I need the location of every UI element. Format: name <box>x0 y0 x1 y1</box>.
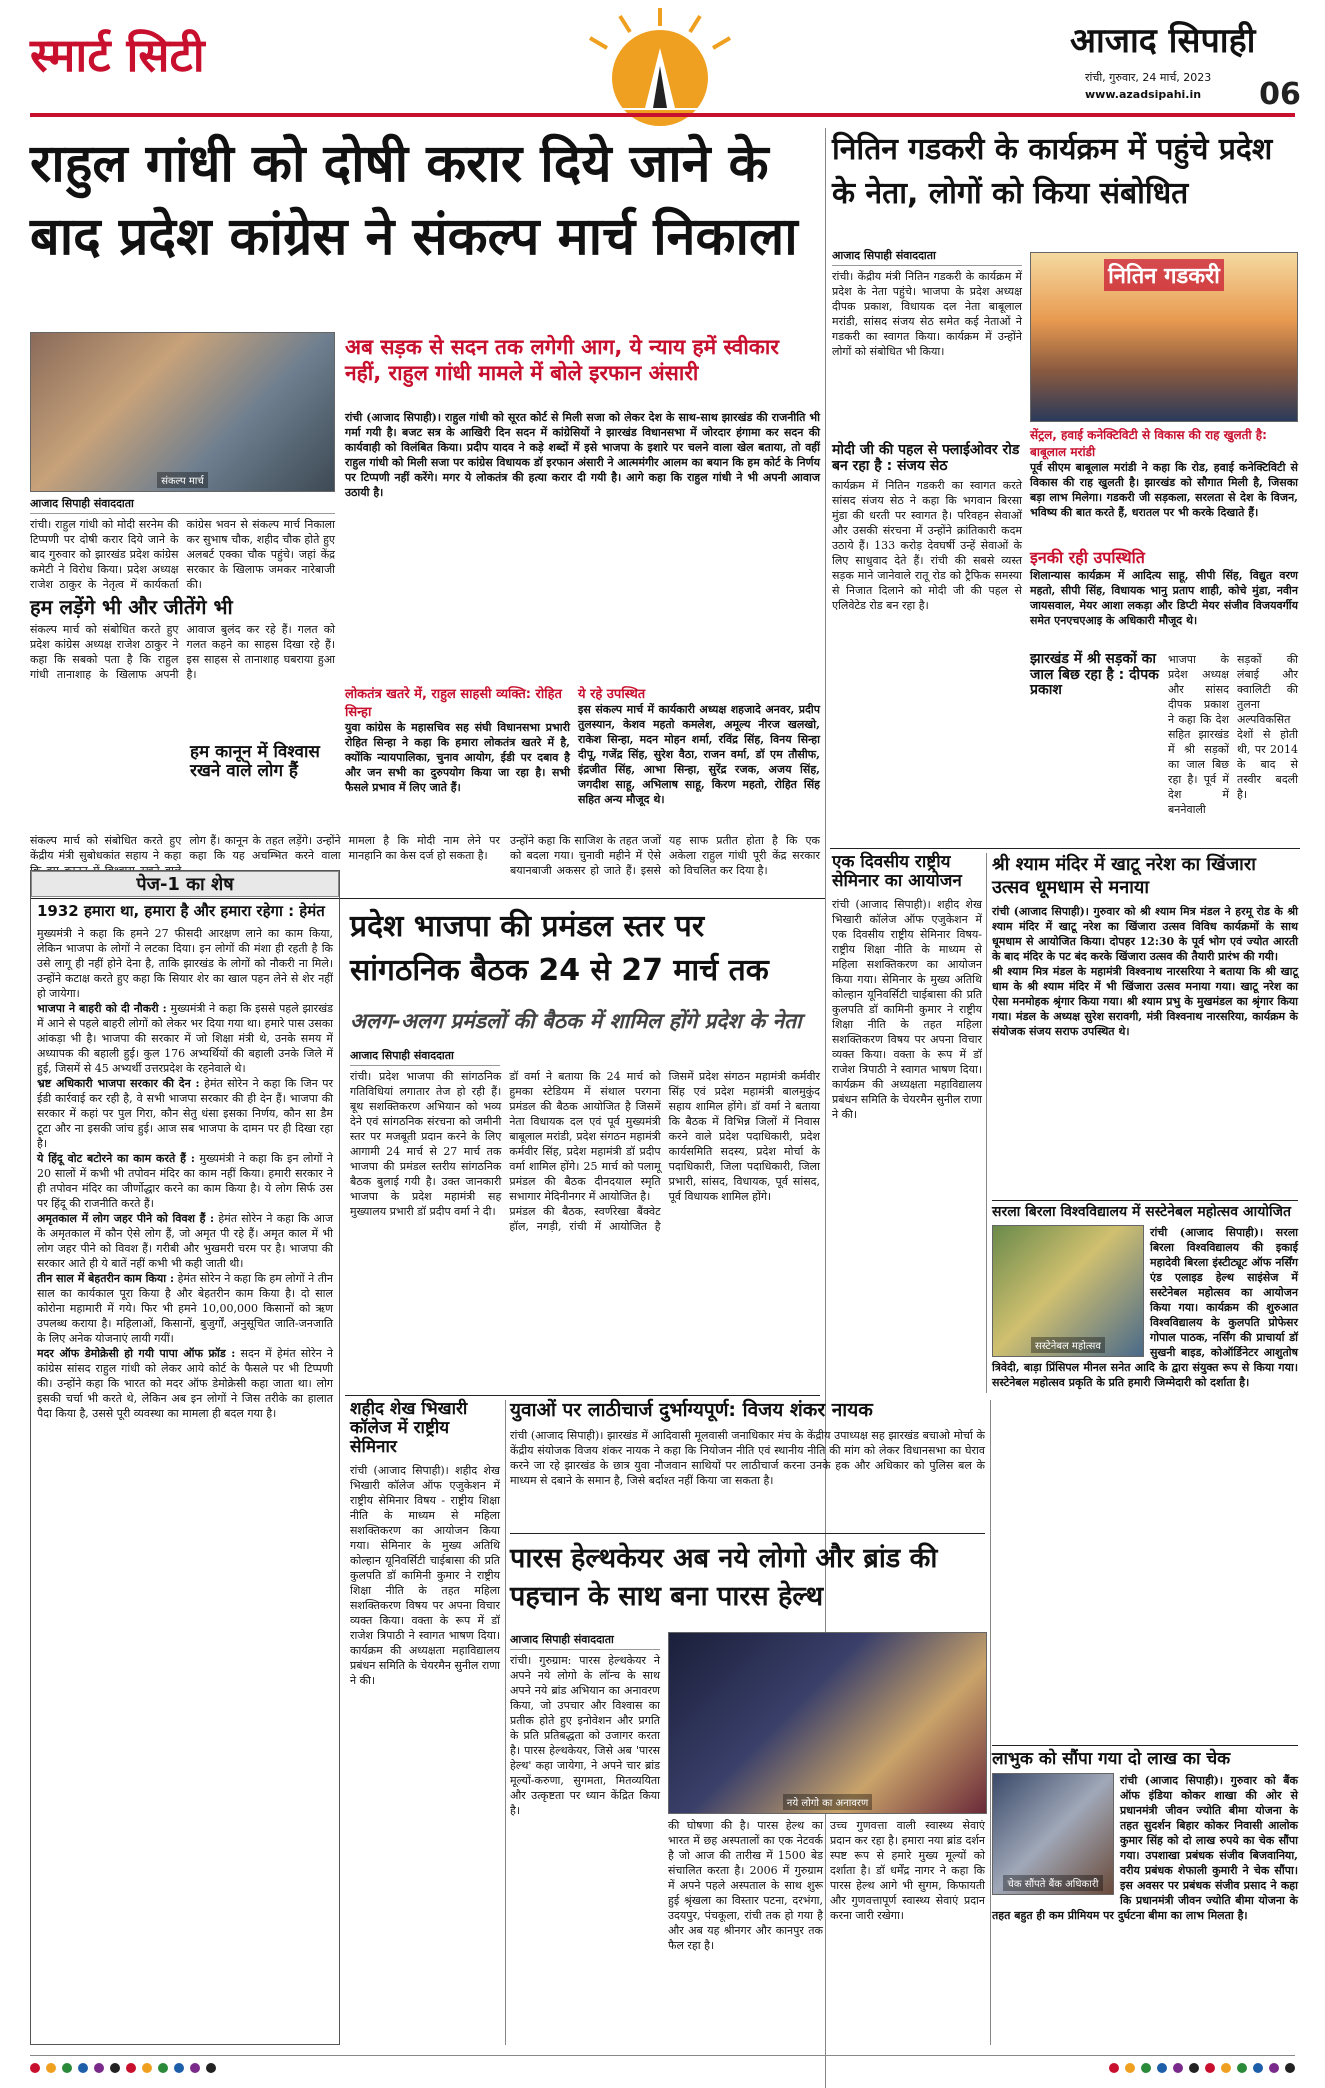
lead-headline: राहुल गांधी को दोषी करार दिये जाने के बाद प्रदेश कांग्रेस ने संकल्प मार्च निकाला <box>30 134 798 267</box>
page1-para-7: सदन में हेमंत सोरेन ने कांग्रेस सांसद राहुल गांधी को लेकर आये कोर्ट के फैसले पर भी टिप्पणी की। उन्होंने कहा कि भारत को मदर ऑफ डेमोक्रेसी कहा जाता था। लोग इसकी चर्चा भी करते थे, लेकिन अब इन लोगों ने जिस तरीके का हालात पैदा किया है, उससे पूरी व्यवस्था का मामला ही बदल गया है। <box>37 1346 333 1420</box>
seminar-right-body: रांची (आजाद सिपाही)। शहीद शेख भिखारी कॉलेज ऑफ एजुकेशन में एक दिवसीय राष्ट्रीय सेमिनार विषय- राष्ट्रीय शिक्षा नीति के माध्यम से महिला सशक्तिकरण का आयोजन किया गया। सेमिनार के मुख्य अतिथि कोल्हान यूनिवर्सिटी चाईबासा की प्रति कुलपति डॉ कामिनी कुमार ने राष्ट्रीय शिक्षा नीति के तहत महिला सशक्तिकरण विषय पर अपना विचार व्यक्त किया। वक्ता के रूप में डॉ राजेश त्रिपाठी ने स्वागत भाषण दिया। कार्यक्रम की अध्यक्षता महाविद्यालय प्रबंधन समिति के चेयरमैन सुनील राणा ने की। <box>832 898 982 1122</box>
gadkari-sub-1: मोदी जी की पहल से फ्लाईओवर रोड बन रहा है : संजय सेठ <box>832 442 1020 474</box>
irfan-body-left: युवा कांग्रेस के महासचिव सह संघी विधानसभा प्रभारी रोहित सिन्हा ने कहा कि हमारा लोकतंत्र खतरे में है, क्योंकि न्यायपालिका, चुनाव आयोग, ईडी पर दबाव है और जन सभी का दुरुपयोग किया जा रहा है। सभी फैसले प्रभाव में लिए जाते हैं। <box>345 721 570 794</box>
paras-photo: नये लोगो का अनावरण <box>668 1632 987 1814</box>
labhuk-headline: लाभुक को सौंपा गया दो लाख का चेक <box>992 1749 1231 1769</box>
irfan-story <box>345 334 820 829</box>
footer-dot <box>190 2063 200 2073</box>
irfan-body: रांची (आजाद सिपाही)। राहुल गांधी को सूरत कोर्ट से मिली सजा को लेकर देश के साथ-साथ झारखंड की राजनीति भी गर्मा गयी है। बजट सत्र के आखिरी दिन सदन में कांग्रेसियों ने झारखंड विधानसभा में जोरदार हंगामा कर सदन की कार्यवाही को विलंबित किया। प्रदीप यादव ने कड़े शब्दों में इसे भाजपा के इशारे पर चलने वाला खेल बताया, तो वहीं राहुल गांधी को मिली सजा पर कांग्रेस विधायक डॉ इरफान अंसारी ने आत्ममंगीर आलम का बयान कि हम कोर्ट के निर्णय पर टिप्पणी नहीं करेंगे। मगर ये लोकतंत्र की हत्या करार दी गयी है। आगे कहा कि राहुल गांधी ने भी अपनी आवाज उठायी है। <box>345 411 820 499</box>
bjp-byline: आजाद सिपाही संवाददाता <box>350 1048 500 1066</box>
dateline: रांची, गुरुवार, 24 मार्च, 2023 <box>1085 71 1212 84</box>
paras-para-1: रांची। गुरुग्राम: पारस हेल्थकेयर ने अपने नये लोगो के लॉन्च के साथ अपने नये ब्रांड अभियान का अनावरण किया, जो उपचार और विश्वास का प्रतीक होते हुए इनोवेशन और प्रगति के प्रति प्रतिबद्धता को उजागर करता है। पारस हेल्थकेयर, जिसे अब 'पारस हेल्थ' कहा जायेगा, ने अपने चार ब्रांड मूल्यों-करुणा, सुगमता, मितव्ययिता और उत्कृष्टता पर ध्यान केंद्रित किया है। <box>510 1654 660 1817</box>
sarla-story <box>992 1205 1298 1740</box>
youth-body: रांची (आजाद सिपाही)। झारखंड में आदिवासी मूलवासी जनाधिकार मंच के केंद्रीय उपाध्यक्ष सह झारखंड बचाओ मोर्चा के केंद्रीय संयोजक विजय शंकर नायक ने कहा कि नियोजन नीति एवं स्थानीय नीति की मांग को लेकर विधानसभा का घेराव करने जा रहे झारखंड के छात्र युवा नौजवान साथियों पर लाठीचार्ज करना उनके हक और अधिकार को पुलिस बल के माध्यम से दबाने के समान है, जिसे बर्दाश्त नहीं किया जा सकता है। <box>510 1429 985 1487</box>
footer-bar <box>30 2055 1295 2079</box>
irfan-sub-left: लोकतंत्र खतरे में, राहुल साहसी व्यक्ति: रोहित सिन्हा <box>345 687 562 720</box>
section-title: स्मार्ट सिटी <box>30 28 205 82</box>
gadkari-story-right <box>1030 426 1298 651</box>
sarla-body: रांची (आजाद सिपाही)। सरला बिरला विश्वविद्यालय की इकाई महादेवी बिरला इंस्टीट्यूट ऑफ नर्सिंग एंड एलाइड हेल्थ साइंसेज में सस्टेनेबल महोत्सव का आयोजन किया गया। कार्यक्रम की शुरुआत विश्वविद्यालय के कुलपति प्रोफेसर गोपाल पाठक, नर्सिंग की प्राचार्या डॉ सुखनी बाइड, कोऑर्डिनेटर आशुतोष त्रिवेदी, बाड़ा प्रिंसिपल मीनल सनेत आदि के द्वारा संयुक्त रूप से किया गया। सस्टेनेबल महोत्सव प्रकृति के प्रति हमारी जिम्मेदारी को दर्शाता है। <box>992 1225 1298 1389</box>
footer-dot <box>206 2063 216 2073</box>
footer-dot <box>158 2063 168 2073</box>
seminar-right-story <box>832 853 982 1393</box>
paras-para-2: की घोषणा की है। पारस हेल्थ का भारत में छह अस्पतालों का एक नेटवर्क है जो आज की तारीख में 1500 बेड संचालित करता है। 2006 में गुरुग्राम में अपने पहले अस्पताल के साथ शुरू हुई श्रृंखला का विस्तार पटना, दरभंगा, उदयपुर, पंचकूला, रांची तक हो गया है और अब यह श्रीनगर और कानपुर तक फैल रहा है। <box>668 1819 823 1952</box>
lead-sub-1: हम लड़ेंगे भी और जीतेंगे भी <box>30 595 233 619</box>
footer-dot <box>1157 2063 1167 2073</box>
bjp-story <box>350 1048 820 1393</box>
seminar-left-body: रांची (आजाद सिपाही)। शहीद शेख भिखारी कॉलेज ऑफ एजुकेशन में राष्ट्रीय सेमिनार विषय - राष्ट्रीय शिक्षा नीति के माध्यम से महिला सशक्तिकरण का आयोजन किया गया। सेमिनार के मुख्य अतिथि कोल्हान यूनिवर्सिटी चाईबासा की प्रति कुलपति डॉ कामिनी कुमार ने राष्ट्रीय शिक्षा नीति के तहत महिला सशक्तिकरण विषय पर अपना विचार व्यक्त किया। वक्ता के रूप में डॉ राजेश त्रिपाठी ने स्वागत भाषण दिया। कार्यक्रम की अध्यक्षता महाविद्यालय प्रबंधन समिति के चेयरमैन सुनील राणा ने की। <box>350 1464 500 1688</box>
gadkari-para-5: भाजपा के प्रदेश अध्यक्ष और सांसद दीपक प्रकाश ने कहा कि देश सहित झारखंड में श्री सड़कों का जाल बिछ रहा है। पूर्व में देश में बननेवाली सड़कों की लंबाई और क्वालिटी की तुलना अल्पविकसित देशों से होती थी, पर 2014 के बाद से तस्वीर बदली है। <box>1168 653 1298 816</box>
seminar-left-headline: शहीद शेख भिखारी कॉलेज में राष्ट्रीय सेमिनार <box>350 1399 468 1458</box>
bjp-para-1: रांची। प्रदेश भाजपा की सांगठनिक गतिविधियां लगातार तेज हो रही हैं। बूथ सशक्तिकरण अभियान को भव्य देने एवं सांगठनिक संरचना को जमीनी स्तर पर मजबूती प्रदान करने के लिए आगामी 24 मार्च से 27 मार्च तक भाजपा की प्रमंडल स्तरीय सांगठनिक बैठक बुलाई गयी है। उक्त जानकारी भाजपा के प्रदेश महामंत्री सह मुख्यालय प्रभारी डॉ प्रदीप वर्मा ने दी। <box>350 1070 502 1218</box>
page1-box <box>30 870 340 2045</box>
gadkari-para-3: पूर्व सीएम बाबूलाल मरांडी ने कहा कि रोड, हवाई कनेक्टिविटी से विकास की राह खुलती है। झारखंड को सौगात मिली है, जिसका बड़ा लाभ मिलेगा। गडकरी जी सड़कला, सरलता से देश के विजन, भविष्य की बात करते हैं, धरातल पर भी करके दिखाते हैं। <box>1030 461 1298 519</box>
page1-headline: 1932 हमारा था, हमारा है और हमारा रहेगा : हेमंत <box>37 902 325 920</box>
footer-dot <box>1269 2063 1279 2073</box>
page1-para-3: हेमंत सोरेन ने कहा कि जिन पर ईडी कार्रवाई कर रही है, वे सभी भाजपा सरकार की ही देन हैं। भाजपा की सरकार में कहां पर पुल गिरा, कौन सेतु धंसा इसका निर्णय, कौन सा डैम टूटा और ना इसकी जांच हुई। आज सब भाजपा के दामन पर ही दिखा रहा है। <box>37 1076 333 1150</box>
shyam-para-1: रांची (आजाद सिपाही)। गुरुवार को श्री श्याम मित्र मंडल ने हरमू रोड के श्री श्याम मंदिर में खाटू नरेश का खिंजारा उत्सव विविध कार्यक्रमों के साथ धूमधाम से आयोजित किया। दोपहर 12:30 के पूर्व भोग एवं ज्योत आरती के बाद मंदिर के पट बंद करके खिंजारा उत्सव की तैयारी प्रारंभ की गयी। <box>992 904 1298 963</box>
labhuk-story <box>992 1750 1298 2045</box>
bjp-para-2: डॉ वर्मा ने बताया कि 24 मार्च को हुमका स्टेडियम में संथाल परगना प्रमंडल की बैठक आयोजित है जिसमें नेता विधायक दल एवं पूर्व मुख्यमंत्री बाबूलाल मरांडी, प्रदेश संगठन महामंत्री कर्मवीर सिंह, प्रदेश महामंत्री डॉ प्रदीप वर्मा शामिल होंगे। 25 मार्च को पलामू प्रमंडल की बैठक दीनदयाल स्मृति सभागार मेदिनीनगर में आयोजित है। <box>509 1070 661 1203</box>
irfan-sub-right: ये रहे उपस्थित <box>578 687 646 702</box>
irfan-headline: अब सड़क से सदन तक लगेगी आग, ये न्याय हमें स्वीकार नहीं, राहुल गांधी मामले में बोले इरफान अंसारी <box>345 335 779 386</box>
sarla-photo: सस्टेनेबल महोत्सव <box>992 1225 1144 1357</box>
pen-nib-icon <box>575 8 745 108</box>
lead-photo: संकल्प मार्च <box>30 332 335 492</box>
gadkari-sub-3: इनकी रही उपस्थिति <box>1030 548 1145 567</box>
gadkari-para-4: शिलान्यास कार्यक्रम में आदित्य साहू, सीपी सिंह, विद्युत वरण महतो, सीपी सिंह, विधायक भानु प्रताप शाही, कोचे मुंडा, नवीन जायसवाल, मेयर आशा लकड़ा और डिप्टी मेयर संजीव विजयवर्गीय समेत एनएचएआइ के अधिकारी मौजूद थे। <box>1030 569 1298 627</box>
paras-story <box>510 1632 985 2044</box>
paras-para-3: उच्च गुणवत्ता वाली स्वास्थ्य सेवाएं प्रदान कर रहा है। हमारा नया ब्रांड दर्शन स्पष्ट रूप से हमारे मुख्य मूल्यों को दर्शाता है। डॉ धर्मेंद्र नागर ने कहा कि पारस हेल्थ आगे भी सुगम, किफायती और गुणवत्तापूर्ण स्वास्थ्य सेवाएं प्रदान करना जारी रखेगा। <box>830 1819 985 1922</box>
footer-dot <box>1125 2063 1135 2073</box>
page1-para-1: मुख्यमंत्री ने कहा कि हमने 27 फीसदी आरक्षण लाने का काम किया, लेकिन भाजपा के लोगों ने लटका दिया। इन लोगों की मंशा ही रहती है कि उसे लागू ही नहीं होने देना है, ताकि झारखंड के लोगों को नौकरी ना मिले। उन्होंने कटाक्ष करते हुए कहा कि सियार शेर का खाल पहन लेने से शेर नहीं हो जायेगा। <box>37 926 333 1000</box>
paras-byline: आजाद सिपाही संवाददाता <box>510 1632 660 1650</box>
sarla-headline: सरला बिरला विश्वविद्यालय में सस्टेनेबल महोत्सव आयोजित <box>992 1204 1291 1220</box>
irfan-body-right: इस संकल्प मार्च में कार्यकारी अध्यक्ष शहजादे अनवर, प्रदीप तुलस्यान, केशव महतो कमलेश, अमूल्य नीरज खलखो, राकेश सिन्हा, मदन मोहन शर्मा, रविंद्र सिंह, विनय सिन्हा दीपू, गजेंद्र सिंह, सुरेश वैठा, राजन वर्मा, डॉ एम तौसीफ, इंद्रजीत सिंह, आभा सिन्हा, सुरेंद्र रजक, अजय सिंह, जगदीश साहू, अभिलाष साहू, किरण महतो, रोहित सिंह सहित अन्य मौजूद थे। <box>578 703 820 806</box>
footer-dot <box>126 2063 136 2073</box>
gadkari-headline: नितिन गडकरी के कार्यक्रम में पहुंचे प्रदेश के नेता, लोगों को किया संबोधित <box>832 132 1273 211</box>
footer-dot <box>1109 2063 1119 2073</box>
footer-dot <box>1237 2063 1247 2073</box>
youth-story <box>510 1400 985 1530</box>
page1-lead-2: भाजपा ने बाहरी को दी नौकरी : <box>37 1001 167 1015</box>
lead-para-4: उन्होंने कहा कि साजिश के तहत जजों को बदला गया। चुनावी महीने में ऐसे बयानबाजी अकसर हो जाते हैं। इससे यह साफ प्रतीत होता है कि एक अकेला राहुल गांधी पूरी केंद्र सरकार को विचलित कर दिया है। <box>510 834 820 877</box>
labhuk-photo: चेक सौंपते बैंक अधिकारी <box>992 1773 1114 1895</box>
lead-para-3: संकल्प मार्च को संबोधित करते हुए केंद्रीय मंत्री सुबोधकांत सहाय ने कहा लोग हैं। कानून के तहत लड़ेंगे। उन्होंने कहा कि यह अचम्भित करने वाला मामला है कि मोदी नाम लेने पर मानहानि का केस दर्ज हो सकता है। <box>30 834 500 862</box>
youth-headline: युवाओं पर लाठीचार्ज दुर्भाग्यपूर्ण: विजय शंकर नायक <box>510 1399 873 1421</box>
page-number: 06 <box>1259 77 1301 112</box>
page1-lead-5: अमृतकाल में लोग जहर पीने को विवश हैं : <box>37 1211 215 1225</box>
footer-dots-right <box>1109 2063 1295 2073</box>
page1-para-6: हेमंत सोरेन ने कहा कि हम लोगों ने तीन साल का कार्यकाल पूरा किया है और बेहतरीन काम किया है। दो साल कोरोना महामारी में गये। फिर भी हमने 10,00,000 किसानों को ऋण उपलब्ध कराया है। महिलाओं, किसानों, बुजुर्गों, अनुसूचित जाति-जनजाति के लिए अनेक योजनाएं लायी गयीं। <box>37 1271 333 1345</box>
gadkari-sub-2: सेंट्रल, हवाई कनेक्टिविटी से विकास की राह खुलती है: बाबूलाल मरांडी <box>1030 428 1267 459</box>
footer-dot <box>62 2063 72 2073</box>
footer-dot <box>30 2063 40 2073</box>
lead-para-2: संकल्प मार्च को संबोधित करते हुए प्रदेश कांग्रेस अध्यक्ष राजेश ठाकुर ने कहा कि सबको पता है कि राहुल गांधी तानाशाह के खिलाफ अपनी आवाज बुलंद कर रहे हैं। गलत को गलत कहने का साहस दिखा रहे हैं। इस साहस से तानाशाह घबराया हुआ है। <box>30 623 335 682</box>
lead-para-1: रांची। राहुल गांधी को मोदी सरनेम की टिप्पणी पर दोषी करार दिये जाने के बाद गुरुवार को झारखंड प्रदेश कांग्रेस कमेटी ने विरोध किया। प्रदेश अध्यक्ष राजेश ठाकुर के नेतृत्व में कार्यकर्ता कांग्रेस भवन से संकल्प मार्च निकाला कर सुभाष चौक, शहीद चौक होते हुए अलबर्ट एक्का चौक पहुंचे। जहां केंद्र सरकार के खिलाफ जमकर नारेबाजी की। <box>30 518 335 591</box>
gadkari-story-bottom <box>1030 652 1298 847</box>
page1-lead-4: ये हिंदू वोट बटोरने का काम करते हैं : <box>37 1151 195 1165</box>
seminar-right-headline: एक दिवसीय राष्ट्रीय सेमिनार का आयोजन <box>832 852 962 892</box>
gadkari-para-1: रांची। केंद्रीय मंत्री नितिन गडकरी के कार्यक्रम में प्रदेश के नेता पहुंचे। भाजपा के प्रदेश अध्यक्ष दीपक प्रकाश, विधायक दल नेता बाबूलाल मरांडी, सांसद संजय सेठ समेत कई नेताओं ने गडकरी का स्वागत किया। कार्यक्रम में उन्होंने लोगों को संबोधित भी किया। <box>832 270 1022 358</box>
page1-lead-6: तीन साल में बेहतरीन काम किया : <box>37 1271 175 1285</box>
lead-byline: आजाद सिपाही संवाददाता <box>30 496 335 514</box>
paper-name: आजाद सिपाही <box>1070 21 1256 61</box>
footer-dot <box>1189 2063 1199 2073</box>
footer-dots-left <box>30 2063 216 2073</box>
gadkari-sub-4: झारखंड में श्री सड़कों का जाल बिछ रहा है : दीपक प्रकाश <box>1030 651 1159 699</box>
shyam-para-2: श्री श्याम मित्र मंडल के महामंत्री विश्वनाथ नारसरिया ने बताया कि श्री खाटू धाम के श्री श्याम मंदिर में भी खिंजारा उत्सव मनाया गया। खाटू नरेश का ऐसा मनमोहक श्रृंगार किया गया। श्री श्याम प्रभु के मुखमंडल का श्रृंगार किया गया। मंडल के अध्यक्ष सुरेश सरावगी, मंत्री विश्वनाथ नारसरिया, कार्यक्रम के संयोजक संजय सराफ उपस्थित थे। <box>992 964 1298 1038</box>
shyam-story <box>992 853 1298 1196</box>
gadkari-byline: आजाद सिपाही संवाददाता <box>832 248 1022 266</box>
footer-dot <box>1205 2063 1215 2073</box>
masthead <box>0 0 1325 118</box>
website: www.azadsipahi.in <box>1085 88 1202 101</box>
footer-dot <box>1173 2063 1183 2073</box>
footer-dot <box>46 2063 56 2073</box>
footer-dot <box>174 2063 184 2073</box>
footer-dot <box>1221 2063 1231 2073</box>
gadkari-para-2: कार्यक्रम में नितिन गडकरी का स्वागत करते सांसद संजय सेठ ने कहा कि भगवान बिरसा मुंडा की धरती पर स्वागत है। परिवहन सेवाओं और उसकी संरचना में उन्होंने क्रांतिकारी कदम उठाये हैं। 133 करोड़ देवघर्षी उन्हें सेवाओं के लिए साधुवाद देते हैं। रांची की सबसे व्यस्त सड़क माने जानेवाले रातू रोड को ट्रैफिक समस्या से निजात दिलाने को मोदी जी की पहल से एलिवेटेड रोड बन रहा है। <box>832 479 1022 613</box>
bjp-subhead: अलग-अलग प्रमंडलों की बैठक में शामिल होंगे प्रदेश के नेता <box>350 1009 802 1033</box>
page1-box-title: पेज-1 का शेष <box>31 871 339 897</box>
footer-dot <box>78 2063 88 2073</box>
gadkari-story-left <box>832 248 1022 843</box>
footer-dot <box>1285 2063 1295 2073</box>
paras-headline: पारस हेल्थकेयर अब नये लोगो और ब्रांड की पहचान के साथ बना पारस हेल्थ <box>510 1543 938 1612</box>
page1-para-4: मुख्यमंत्री ने कहा कि इन लोगों ने 20 सालों में कभी भी तपोवन मंदिर का काम नहीं किया। हमारी सरकार ने ही तपोवन मंदिर का जीर्णोद्धार करने का काम किया है। ये लोग सिर्फ उस पर हिंदू की राजनीति करते हैं। <box>37 1151 334 1210</box>
footer-dot <box>1253 2063 1263 2073</box>
seminar-left-story <box>350 1400 500 2045</box>
gadkari-photo: नितिन गडकरी <box>1030 252 1298 422</box>
bjp-headline: प्रदेश भाजपा की प्रमंडल स्तर पर सांगठनिक बैठक 24 से 27 मार्च तक <box>350 909 769 988</box>
footer-dot <box>94 2063 104 2073</box>
footer-dot <box>1141 2063 1151 2073</box>
bjp-para-3: प्रमंडल की बैठक, स्वर्णरेखा बैंक्वेट हॉल, नगड़ी, रांची में आयोजित है जिसमें प्रदेश संगठन महामंत्री कर्मवीर सिंह एवं प्रदेश महामंत्री बालमुकुंद सहाय शामिल होंगे। डॉ वर्मा ने बताया कि बैठक में विभिन्न जिलों में निवास करने वाले प्रदेश पदाधिकारी, प्रदेश कार्यसमिति सदस्य, प्रदेश मोर्चा के पदाधिकारी, जिला पदाधिकारी, जिला प्रभारी, सांसद, विधायक, पूर्व सांसद, पूर्व विधायक शामिल होंगे। <box>509 1070 820 1233</box>
footer-dot <box>110 2063 120 2073</box>
lead-sub-2: हम कानून में विश्वास रखने वाले लोग हैं <box>190 742 320 782</box>
footer-dot <box>142 2063 152 2073</box>
page1-lead-7: मदर ऑफ डेमोक्रेसी हो गयी पापा ऑफ फ्रॉड : <box>37 1346 236 1360</box>
page1-lead-3: भ्रष्ट अधिकारी भाजपा सरकार की देन : <box>37 1076 200 1090</box>
shyam-headline: श्री श्याम मंदिर में खाटू नरेश का खिंजारा उत्सव धूमधाम से मनाया <box>992 854 1256 899</box>
page1-para-5: हेमंत सोरेन ने कहा कि आज के अमृतकाल में कौन ऐसे लोग हैं, जो अमृत पी रहे हैं। अमृत काल में भी लोग जहर पीने को विवश हैं। गरीबी और भुखमरी चरम पर है। भाजपा की सरकार आते ही ये बातें नहीं कभी भी कही जाती थी। <box>37 1211 333 1270</box>
labhuk-body: रांची (आजाद सिपाही)। गुरुवार को बैंक ऑफ इंडिया कोकर शाखा की ओर से प्रधानमंत्री जीवन ज्योति बीमा योजना के तहत सुदर्शन बिहार कोकर निवासी आलोक कुमार सिंह को दो लाख रुपये का चेक सौंपा गया। उपशाखा प्रबंधक संजीव बिजवानिया, वरीय प्रबंधक शेफाली कुमारी ने चेक सौंपा। इस अवसर पर प्रबंधक संजीव प्रसाद ने कहा कि प्रधानमंत्री जीवन ज्योति बीमा योजना के तहत बहुत ही कम प्रीमियम पर दुर्घटना बीमा का लाभ मिलता है। <box>992 1774 1298 1923</box>
page1-para-2: मुख्यमंत्री ने कहा कि इससे पहले झारखंड में आने से पहले बाहरी लोगों को लेकर भर दिया गया था। हमारे पास उसका आंकड़ा भी है। भाजपा की सरकार में जो शिक्षा मंत्री थे, उनके समय में अध्यापक की बहाली हुई। कुल 176 अभ्यर्थियों की बहाली उनके जिले में हुई, जिसमें से 45 अभ्यर्थी उत्तरप्रदेश के रहनेवाले थे। <box>37 1001 333 1075</box>
